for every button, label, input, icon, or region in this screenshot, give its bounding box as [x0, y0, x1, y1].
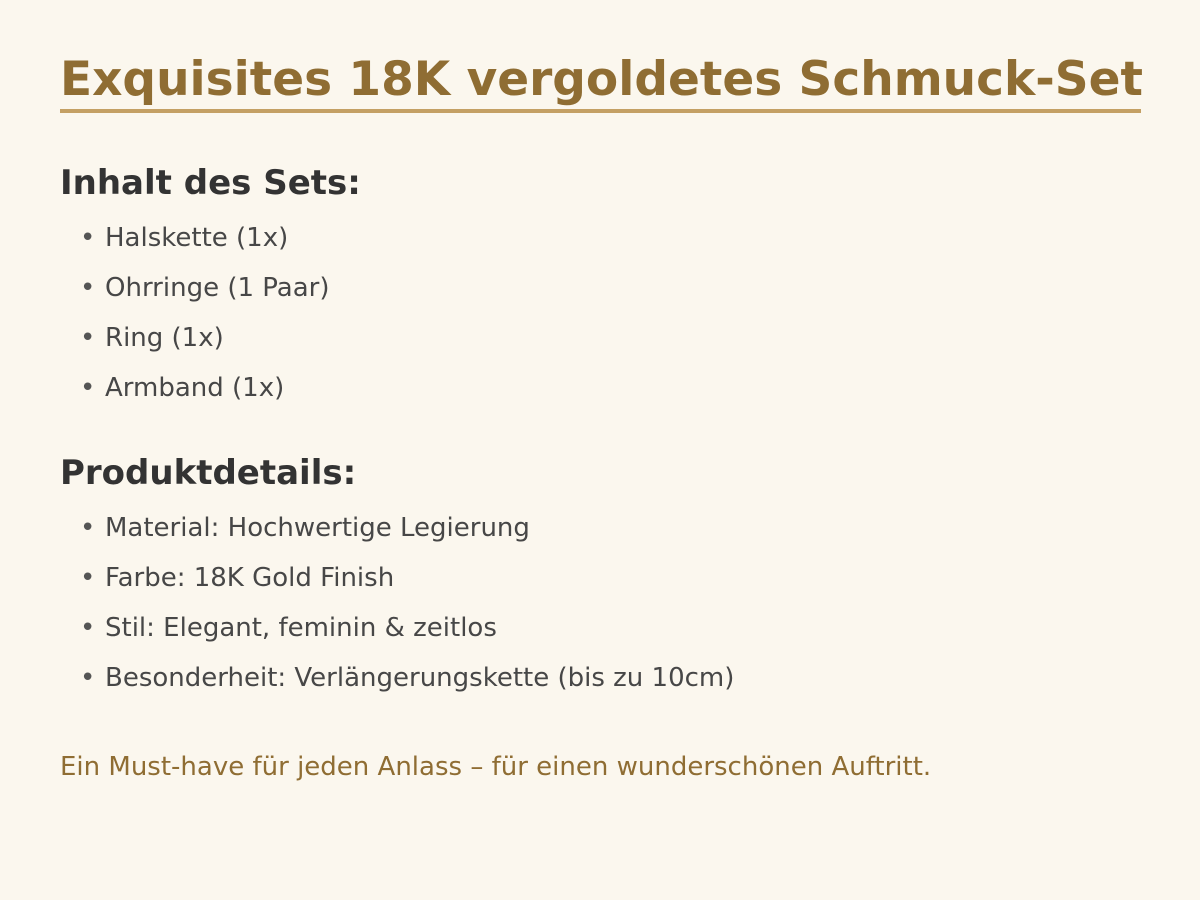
list-item-text: Armband (1x): [105, 373, 285, 403]
list-item-text: Stil: Elegant, feminin & zeitlos: [105, 613, 497, 643]
bullet-icon: •: [80, 273, 96, 303]
product-details-list: [80, 503, 734, 703]
title-divider: [60, 109, 1141, 113]
list-item-text: Ohrringe (1 Paar): [105, 273, 330, 303]
bullet-icon: •: [80, 223, 96, 253]
bullet-icon: •: [80, 613, 96, 643]
list-item-text: Besonderheit: Verlängerungskette (bis zu 10cm): [105, 663, 735, 693]
list-item-text: Ring (1x): [105, 323, 224, 353]
list-item: [80, 363, 330, 413]
list-item-text: Material: Hochwertige Legierung: [105, 513, 530, 543]
bullet-icon: •: [80, 563, 96, 593]
list-item: [80, 553, 734, 603]
list-item: [80, 213, 330, 263]
set-contents-list: [80, 213, 330, 413]
section-heading-details: Produktdetails:: [60, 453, 357, 493]
bullet-icon: •: [80, 663, 96, 693]
list-item: [80, 603, 734, 653]
list-item: [80, 263, 330, 313]
list-item: [80, 313, 330, 363]
bullet-icon: •: [80, 513, 96, 543]
section-heading-contents: Inhalt des Sets:: [60, 163, 361, 203]
bullet-icon: •: [80, 373, 96, 403]
list-item: [80, 503, 734, 553]
list-item-text: Halskette (1x): [105, 223, 289, 253]
tagline: Ein Must-have für jeden Anlass – für einen wunderschönen Auftritt.: [60, 752, 932, 782]
list-item: [80, 653, 734, 703]
page-title: Exquisites 18K vergoldetes Schmuck-Set: [60, 52, 1143, 107]
bullet-icon: •: [80, 323, 96, 353]
list-item-text: Farbe: 18K Gold Finish: [105, 563, 395, 593]
